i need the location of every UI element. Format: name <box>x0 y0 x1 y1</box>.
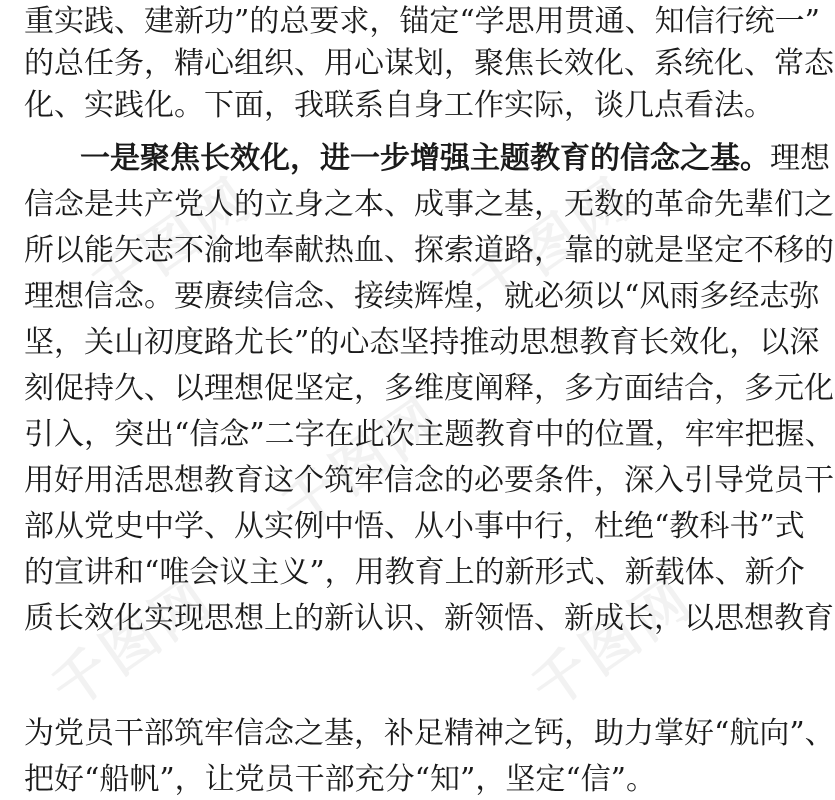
text-line: 的总任务，精心组织、用心谋划，聚焦长效化、系统化、常态 <box>24 46 834 81</box>
watermark: 千图网 <box>80 165 265 322</box>
text-line: 化、实践化。下面，我联系自身工作实际，谈几点看法。 <box>24 88 774 123</box>
watermark: 千图网 <box>460 165 645 322</box>
watermark: 千图网 <box>270 385 455 542</box>
text-line: 部从党史中学、从实例中悟、从小事中行，杜绝“教科书”式 <box>24 509 805 544</box>
text-line: 理想信念。要赓续信念、接续辉煌，就必须以“风雨多经志弥 <box>24 279 820 314</box>
text-line: 为党员干部筑牢信念之基，补足精神之钙，助力掌好“航向”、 <box>24 716 835 751</box>
text-line: 引入，突出“信念”二字在此次主题教育中的位置，牢牢把握、 <box>24 417 835 452</box>
text-span: 理想 <box>770 141 830 176</box>
watermark: 千图网 <box>520 565 705 722</box>
text-line: 重实践、建新功”的总要求，锚定“学思用贯通、知信行统一” <box>24 4 821 39</box>
text-line: 刻促持久、以理想促坚定，多维度阐释，多方面结合，多元化 <box>24 371 834 406</box>
text-line: 质长效化实现思想上的新认识、新领悟、新成长，以思想教育 <box>24 601 834 636</box>
text-line: 所以能矢志不渝地奉献热血、探索道路，靠的就是坚定不移的 <box>24 233 834 268</box>
text-line: 信念是共产党人的立身之本、成事之基，无数的革命先辈们之 <box>24 187 834 222</box>
text-line: 用好用活思想教育这个筑牢信念的必要条件，深入引导党员干 <box>24 463 834 498</box>
watermark: 千图网 <box>40 565 225 722</box>
text-line: 坚，关山初度路尤长”的心态坚持推动思想教育长效化，以深 <box>24 325 820 360</box>
text-line: 把好“船帆”，让党员干部充分“知”，坚定“信”。 <box>24 762 657 797</box>
text-line: 的宣讲和“唯会议主义”，用教育上的新形式、新载体、新介 <box>24 555 805 590</box>
paragraph-heading: 一是聚焦长效化，进一步增强主题教育的信念之基。 <box>80 141 770 176</box>
paragraph-heading-line <box>80 139 830 179</box>
